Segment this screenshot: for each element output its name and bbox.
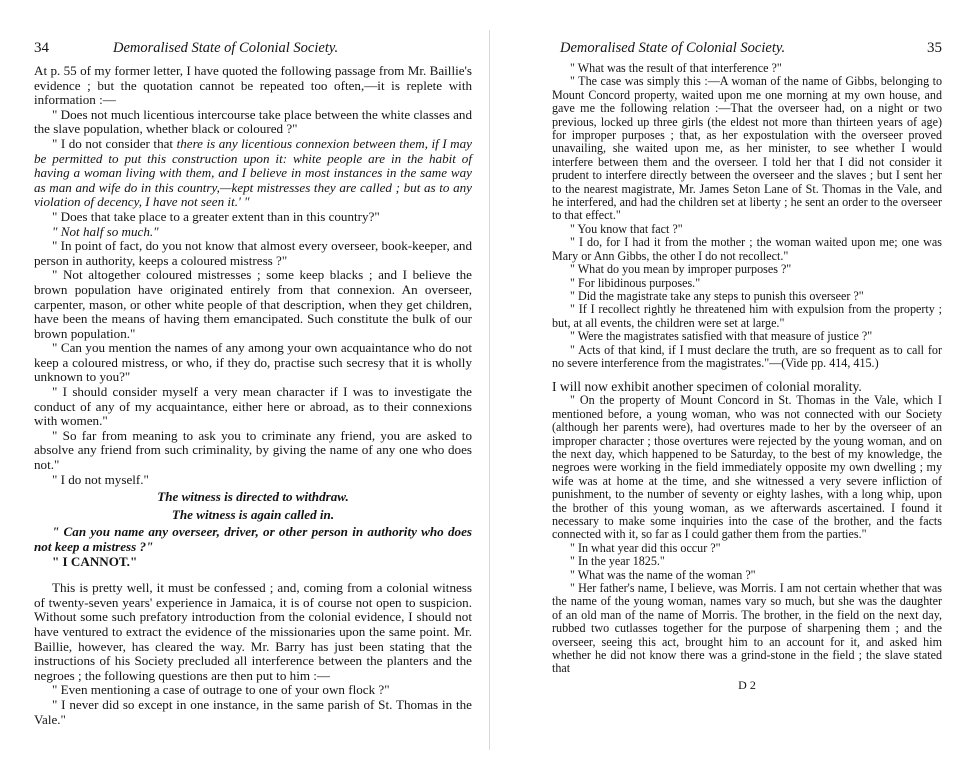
italic-run: there is any licentious connexion between them, if I may be permitted to put this construction upon it: white people are in the habit of having a woman living with them, and I believe in most instances in the same way as man and wife do in this country,—kept mistresses they are called ; but as to any violation of decency, I have not seen it.' "	[34, 135, 472, 210]
right-page-header	[552, 40, 942, 62]
left-page-number: 34	[34, 40, 49, 56]
paragraph: At p. 55 of my former letter, I have quoted the following passage from Mr. Baillie's evidence ; but the quotation cannot be repeated too often,—it is replete with information :—	[34, 63, 472, 108]
paragraph: " I never did so except in one instance, in the same parish of St. Thomas in the Vale."	[34, 696, 472, 727]
paragraph: " Not half so much."	[52, 223, 159, 239]
paragraph: " Did the magistrate take any steps to punish this overseer ?"	[570, 288, 864, 303]
text-run: " I do not consider that	[52, 135, 174, 151]
paragraph: " I do, for I had it from the mother ; the woman waited upon me; one was Mary or Ann Gibbs, the other I do not recollect."	[552, 235, 942, 263]
right-page-number: 35	[927, 40, 942, 56]
paragraph: " Not altogether coloured mistresses ; some keep blacks ; and I believe the brown population have originated entirely from that connexion. An overseer, carpenter, mason, or other white people of that description, when they get children, have been the means of having them emancipated. Such constitute the bulk of our brown population."	[34, 267, 472, 341]
paragraph: " What was the name of the woman ?"	[570, 567, 756, 582]
paragraph: " On the property of Mount Concord in St. Thomas in the Vale, which I mentioned before, a young woman, who was not connected with our Society (although her parents were), had overtures made to her by the overseer of an improper character ; those overtures were rejected by the young woman, and on the next day, which happened to be Saturday, to the best of my knowledge, the negroes were working in the field immediately opposite my own dwelling ; my wife was at home at the time, and she witnessed a very severe infliction of punishment, to the number of seventy or eighty lashes, with a long whip, upon the brother of this young woman, as we afterwards ascertained. I found it necessary to make some inquiries into the case of the brother, and the facts connected with it, so far as I could gather them from the parties."	[552, 393, 942, 542]
paragraph: " So far from meaning to ask you to criminate any friend, you are asked to absolve any friend from such criminality, by giving the name of any one who does not."	[34, 427, 472, 473]
left-running-title: Demoralised State of Colonial Society.	[113, 40, 339, 56]
paragraph: " I CANNOT."	[52, 553, 138, 569]
paragraph: " In point of fact, do you not know that almost every overseer, book-keeper, and person in authority, keeps a coloured mistress ?"	[34, 238, 472, 268]
paragraph: " The case was simply this :—A woman of the name of Gibbs, belonging to Mount Concord property, waited upon me one morning at my own house, and gave me the following relation :—That the overseer had, on a night or two previous, locked up three girls (the eldest not more than thirteen years of age) for improper purposes ; that, as her expostulation with the overseer proved unavailing, she waited upon me, as her minister, to see whether I would interfere between them and the overseer. I told her that I did not consider it prudent to interfere directly between the overseer and the slaves ; but I sent her to the nearest magistrate, Mr. James Seton Lane of St. Thomas in the Vale, and he interfered, and had the children set at liberty ; he sent an order to the overseer to that effect."	[552, 74, 942, 223]
left-page-body	[34, 64, 472, 727]
paragraph: " You know that fact ?"	[570, 221, 683, 236]
paragraph: " In what year did this occur ?"	[570, 540, 721, 555]
paragraph: " If I recollect rightly he threatened him with expulsion from the property ; but, at all events, the children were set at large."	[552, 302, 942, 330]
paragraph: " For libidinous purposes."	[570, 275, 701, 290]
paragraph: " What was the result of that interference ?"	[570, 61, 782, 75]
paragraph: " Acts of that kind, if I must declare the truth, are so frequent as to call for no severe interference from the magistrates."—(Vide pp. 414, 415.)	[552, 342, 942, 370]
paragraph: " I do not myself."	[52, 471, 149, 487]
paragraph: " What do you mean by improper purposes ?"	[570, 262, 792, 277]
right-page	[490, 0, 980, 763]
paragraph: " Were the magistrates satisfied with that measure of justice ?"	[570, 329, 873, 344]
stage-direction: The witness is directed to withdraw.	[157, 489, 349, 505]
paragraph: " I should consider myself a very mean character if I was to investigate the conduct of any of my acquaintance, either here or abroad, as to their connexions with women."	[34, 384, 472, 429]
signature-mark: D 2	[738, 677, 756, 692]
paragraph: " Can you name any overseer, driver, or other person in authority who does not keep a mistress ?"	[34, 524, 472, 554]
paragraph: This is pretty well, it must be confessed ; and, coming from a colonial witness of twenty-seven years' experience in Jamaica, it is of course not open to suspicion. Without some such prefatory introduction from the colonial evidence, I should not have ventured to extract the evidence of the missionaries upon the same point. Mr. Baillie, however, has cleared the way. Mr. Barry has just been stating that the instructions of his Society precluded all interference between the planters and the negroes ; the following questions are then put to him :—	[34, 580, 472, 683]
paragraph: " Does not much licentious intercourse take place between the white classes and the slave population, whether black or coloured ?"	[34, 106, 472, 137]
paragraph: " Even mentioning a case of outrage to one of your own flock ?"	[52, 682, 390, 698]
paragraph: I will now exhibit another specimen of colonial morality.	[552, 379, 862, 395]
right-page-body	[552, 62, 942, 693]
paragraph	[34, 137, 472, 210]
paragraph: " In the year 1825."	[570, 554, 665, 569]
paragraph: " Her father's name, I believe, was Morris. I am not certain whether that was the name of the young woman, names vary so much, but she was the daughter of an old man of the name of Morris. The brother, in the field on the next day, rubbed two cutlasses together for the purpose of sharpening them ; and the overseer, seeing this act, brought him to an account for it, and asked him whether he did not know there was a grind-stone in the field ; the slave stated that	[552, 581, 942, 676]
paragraph: " Can you mention the names of any among your own acquaintance who do not keep a coloured mistress, or who, if they do, practise such secresy that it is wholly unknown to you?"	[34, 340, 472, 385]
stage-direction: The witness is again called in.	[171, 506, 335, 522]
paragraph: " Does that take place to a greater extent than in this country?"	[52, 208, 380, 224]
left-page-header	[34, 40, 472, 62]
right-running-title: Demoralised State of Colonial Society.	[560, 40, 786, 56]
